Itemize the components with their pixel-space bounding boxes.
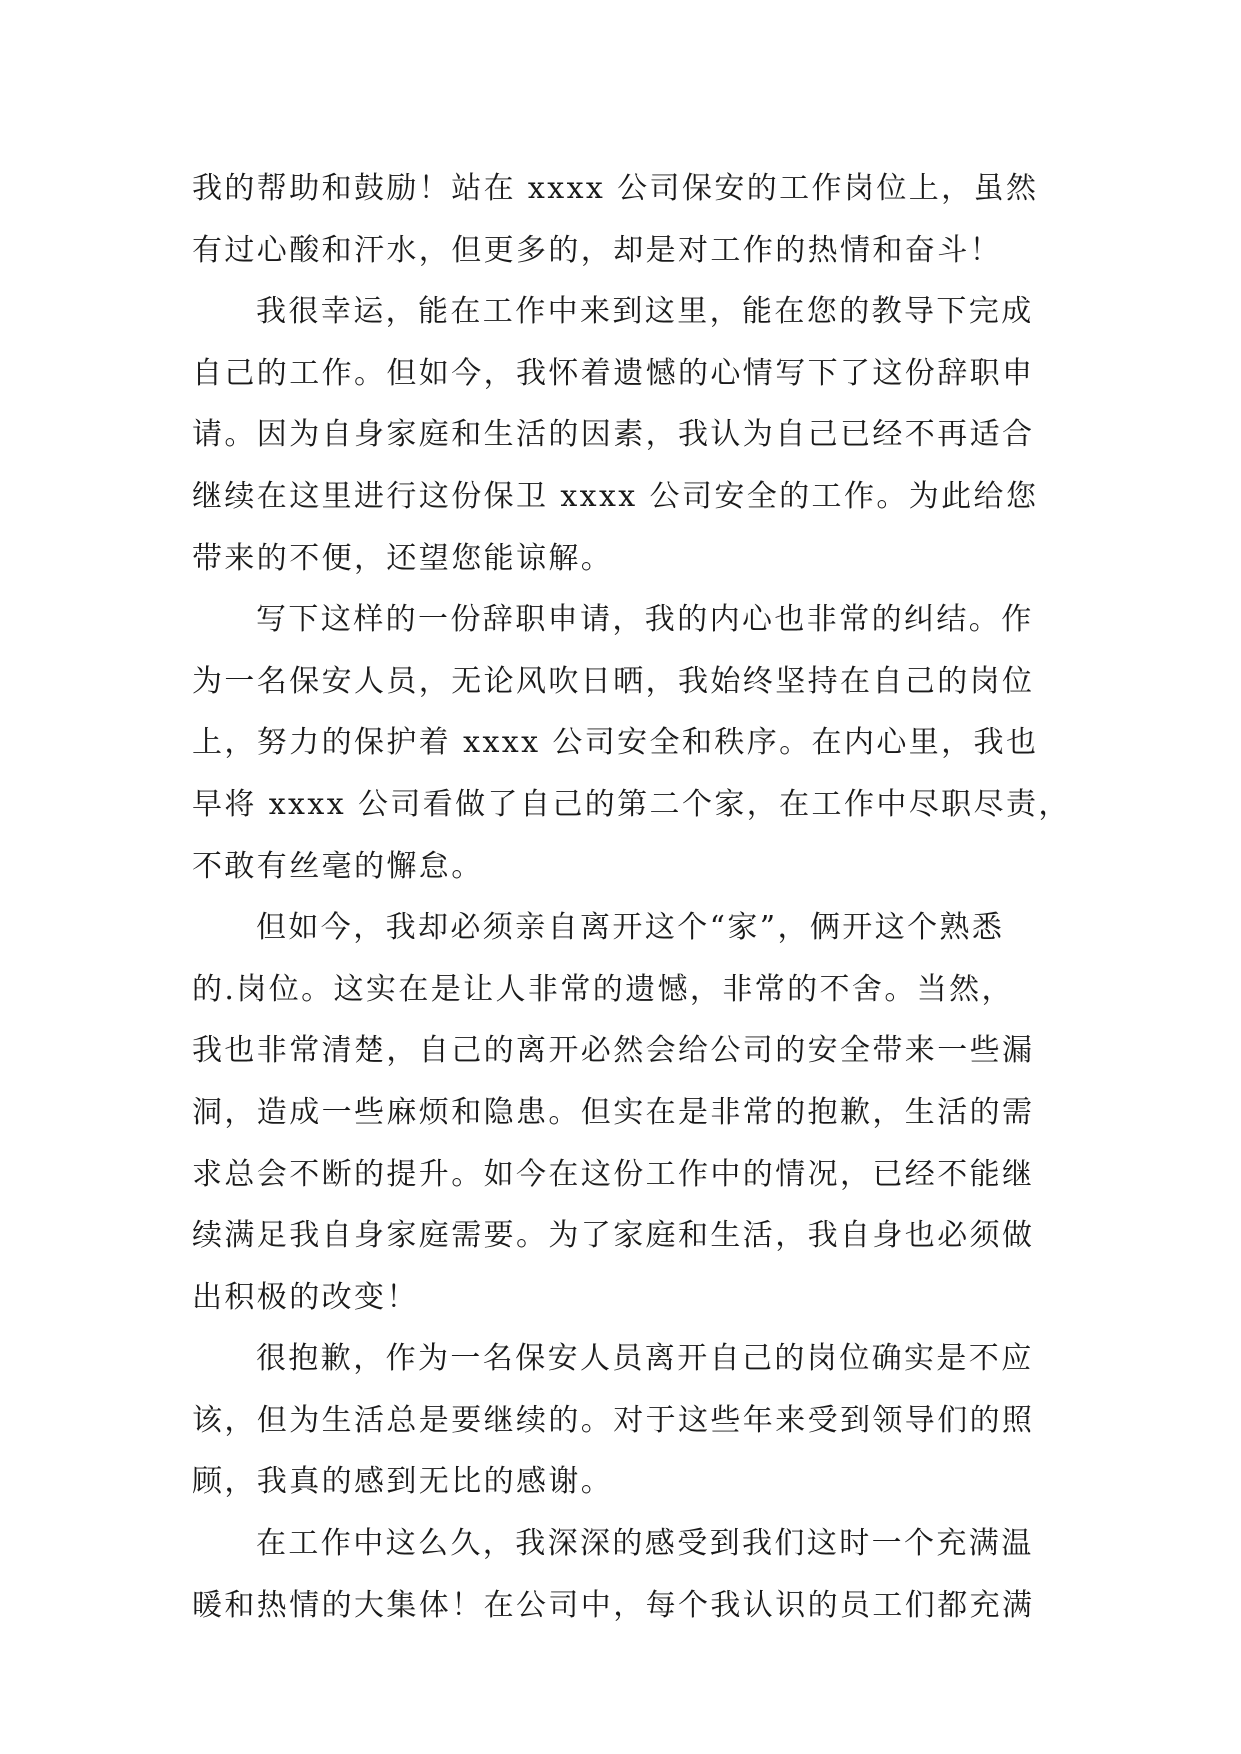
- text-line: 很抱歉，作为一名保安人员离开自己的岗位确实是不应: [256, 1341, 1034, 1377]
- text-line: 洞，造成一些麻烦和隐患。但实在是非常的抱歉，生活的需: [192, 1094, 1035, 1130]
- text-line: 暖和热情的大集体！在公司中，每个我认识的员工们都充满: [192, 1587, 1035, 1623]
- text-line: 出积极的改变！: [192, 1279, 419, 1315]
- text-line: 早将 xxxx 公司看做了自己的第二个家，在工作中尽职尽责，: [192, 786, 1071, 822]
- text-line: 带来的不便，还望您能谅解。: [192, 540, 614, 576]
- text-line: 写下这样的一份辞职申请，我的内心也非常的纠结。作: [256, 602, 1034, 638]
- text-line: 为一名保安人员，无论风吹日晒，我始终坚持在自己的岗位: [192, 663, 1035, 699]
- text-line: 求总会不断的提升。如今在这份工作中的情况，已经不能继: [192, 1156, 1035, 1192]
- text-line: 上，努力的保护着 xxxx 公司安全和秩序。在内心里，我也: [192, 725, 1039, 761]
- text-line: 该，但为生活总是要继续的。对于这些年来受到领导们的照: [192, 1402, 1035, 1438]
- text-line: 顾，我真的感到无比的感谢。: [192, 1464, 614, 1500]
- text-line: 续满足我自身家庭需要。为了家庭和生活，我自身也必须做: [192, 1218, 1035, 1254]
- text-line: 自己的工作。但如今，我怀着遗憾的心情写下了这份辞职申: [192, 355, 1035, 391]
- text-line: 但如今，我却必须亲自离开这个“家”，俩开这个熟悉: [256, 910, 1005, 946]
- text-line: 请。因为自身家庭和生活的因素，我认为自己已经不再适合: [192, 417, 1035, 453]
- text-line: 有过心酸和汗水，但更多的，却是对工作的热情和奋斗！: [192, 232, 1002, 268]
- text-line: 我也非常清楚，自己的离开必然会给公司的安全带来一些漏: [192, 1033, 1035, 1069]
- text-line: 不敢有丝毫的懈怠。: [192, 848, 484, 884]
- text-line: 在工作中这么久，我深深的感受到我们这时一个充满温: [256, 1526, 1034, 1562]
- text-line: 我很幸运，能在工作中来到这里，能在您的教导下完成: [256, 294, 1034, 330]
- text-line: 我的帮助和鼓励！站在 xxxx 公司保安的工作岗位上，虽然: [192, 171, 1039, 206]
- text-line: 的.岗位。这实在是让人非常的遗憾，非常的不舍。当然，: [192, 971, 1014, 1007]
- text-line: 继续在这里进行这份保卫 xxxx 公司安全的工作。为此给您: [192, 478, 1039, 514]
- document-body: [192, 158, 1071, 1636]
